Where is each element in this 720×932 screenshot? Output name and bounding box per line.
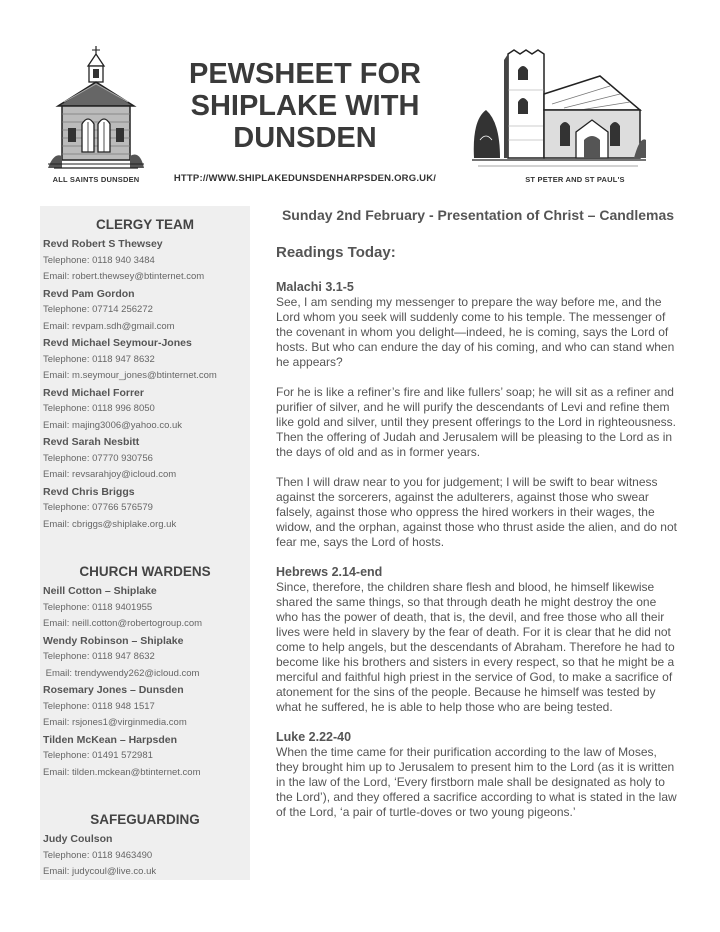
readings-column — [276, 206, 680, 820]
contact — [43, 732, 247, 782]
service-title: Sunday 2nd February - Presentation of Christ – Candlemas — [281, 207, 675, 223]
contact-name: Tilden McKean – Harpsden — [43, 733, 178, 746]
contact-phone: Telephone: 0118 940 3484 — [43, 254, 155, 266]
contact-phone: Telephone: 0118 947 8632 — [43, 353, 155, 365]
contact-email[interactable]: Email: judycoul@live.co.uk — [43, 866, 157, 877]
safeguarding-section — [43, 809, 247, 881]
contact-name: Rosemary Jones – Dunsden — [43, 684, 184, 696]
contact-name: Revd Michael Seymour-Jones — [43, 337, 192, 349]
contact-email[interactable]: Email: revpam.sdh@gmail.com — [43, 320, 175, 332]
contact-name: Revd Robert S Thewsey — [43, 238, 163, 250]
reading-paragraph: Then I will draw near to you for judgement; I will be swift to bear witness against the sorcerers, against the adulterers, against those who swear falsely, against those who oppress the hired workers in their wages, the widow, and the orphan, against those who thrust aside the alien, and do not fear me, says the Lord of hosts. — [276, 475, 677, 549]
church-wardens-section — [43, 561, 247, 781]
contact-email[interactable]: Email: majing3006@yahoo.co.uk — [43, 419, 183, 431]
contact — [43, 682, 247, 732]
contact-email[interactable]: Email: m.seymour_jones@btinternet.com — [43, 370, 217, 381]
safeguarding-heading: SAFEGUARDING — [90, 812, 200, 827]
page-title: PEWSHEET FOR SHIPLAKE WITH DUNSDEN — [188, 58, 421, 154]
contact — [43, 434, 247, 484]
contact-email[interactable]: Email: robert.thewsey@btinternet.com — [43, 271, 205, 282]
contact-email[interactable]: Email: cbriggs@shiplake.org.uk — [43, 518, 177, 530]
contact-name: Wendy Robinson – Shiplake — [43, 634, 184, 647]
contact-name: Revd Chris Briggs — [43, 485, 135, 498]
contact-phone: Telephone: 0118 996 8050 — [43, 403, 155, 414]
contact — [43, 236, 247, 286]
contact-phone: Telephone: 07766 576579 — [43, 502, 153, 513]
contact-email[interactable]: Email: neill.cotton@robertogroup.com — [43, 618, 203, 629]
contact-phone: Telephone: 07714 256272 — [43, 304, 153, 315]
contact-name: Judy Coulson — [43, 833, 113, 845]
contacts-sidebar — [40, 206, 250, 880]
readings-heading: Readings Today: — [276, 244, 396, 261]
contact-email[interactable]: Email: tilden.mckean@btinternet.com — [43, 766, 201, 778]
contact-phone: Telephone: 0118 9401955 — [43, 601, 153, 613]
contact — [43, 831, 247, 881]
reading-hebrews — [276, 565, 680, 715]
reading-paragraph: Since, therefore, the children share flesh and blood, he himself likewise shared the same things, so that through death he might destroy the one who has the power of death, that is, the devil, and free those who all their lives were held in slavery by the fear of death. For it is clear that he did not come to help angels, but the descendants of Abraham. Therefore he had to become like his brothers and sisters in every respect, so that he might be a merciful and faithful high priest in the service of God, to make a sacrifice of atonement for the sins of the people. Because he himself was tested by what he suffered, he is able to help those who are being tested. — [276, 580, 675, 714]
contact-phone: Telephone: 0118 947 8632 — [43, 651, 155, 662]
contact — [43, 335, 247, 385]
contact-email[interactable]: Email: rsjones1@virginmedia.com — [43, 717, 187, 728]
clergy-team-heading: CLERGY TEAM — [95, 217, 194, 232]
st-peter-st-paul-church-illustration — [470, 40, 646, 172]
reading-paragraph: See, I am sending my messenger to prepare the way before me, and the Lord whom you seek will suddenly come to his temple. The messenger of the covenant in whom you delight—indeed, he is coming, says the Lord of hosts. But who can endure the day of his coming, and who can stand when he appears? — [276, 295, 675, 369]
contact-name: Neill Cotton – Shiplake — [43, 585, 157, 597]
contact-phone: Telephone: 07770 930756 — [43, 452, 153, 464]
reading-paragraph: For he is like a refiner’s fire and like fullers’ soap; he will sit as a refiner and purifier of silver, and he will purify the descendants of Levi and refine them like gold and silver, until they present offerings to the Lord in righteousness. Then the offering of Judah and Jerusalem will be pleasing to the Lord as in the days of old and as in former years. — [276, 385, 677, 459]
contact-phone: Telephone: 01491 572981 — [43, 750, 153, 761]
contact-name: Revd Sarah Nesbitt — [43, 436, 140, 448]
website-url[interactable]: HTTP://WWW.SHIPLAKEDUNSDENHARPSDEN.ORG.UK/ — [173, 173, 437, 184]
contact-phone: Telephone: 0118 948 1517 — [43, 700, 155, 712]
contact-phone: Telephone: 0118 9463490 — [43, 849, 153, 861]
contact — [43, 583, 247, 633]
contact — [43, 286, 247, 336]
reading-reference: Hebrews 2.14-end — [276, 565, 383, 579]
reading-malachi — [276, 280, 680, 550]
contact-name: Revd Pam Gordon — [43, 287, 135, 300]
reading-reference: Malachi 3.1-5 — [276, 280, 354, 294]
contact-email[interactable]: Email: trendywendy262@icloud.com — [43, 667, 200, 679]
contact — [43, 633, 247, 683]
clergy-team-section — [43, 214, 247, 533]
contact-name: Revd Michael Forrer — [43, 386, 144, 399]
all-saints-caption: ALL SAINTS DUNSDEN — [52, 175, 140, 184]
all-saints-church-illustration — [44, 44, 148, 170]
reading-reference: Luke 2.22-40 — [276, 730, 352, 744]
church-wardens-heading: CHURCH WARDENS — [79, 564, 211, 579]
reading-paragraph: When the time came for their purification according to the law of Moses, they brought him up to Jerusalem to present him to the Lord (as it is written in the law of the Lord, ‘Every firstborn male shall be designated as holy to the Lord’), and they offered a sacrifice according to what is stated in the law of the Lord, ‘a pair of turtle-doves or two young pigeons.’ — [276, 745, 677, 819]
contact-email[interactable]: Email: revsarahjoy@icloud.com — [43, 469, 177, 480]
contact — [43, 484, 247, 534]
reading-luke — [276, 730, 680, 820]
st-peter-caption: ST PETER AND ST PAUL'S — [525, 175, 625, 184]
contact — [43, 385, 247, 435]
